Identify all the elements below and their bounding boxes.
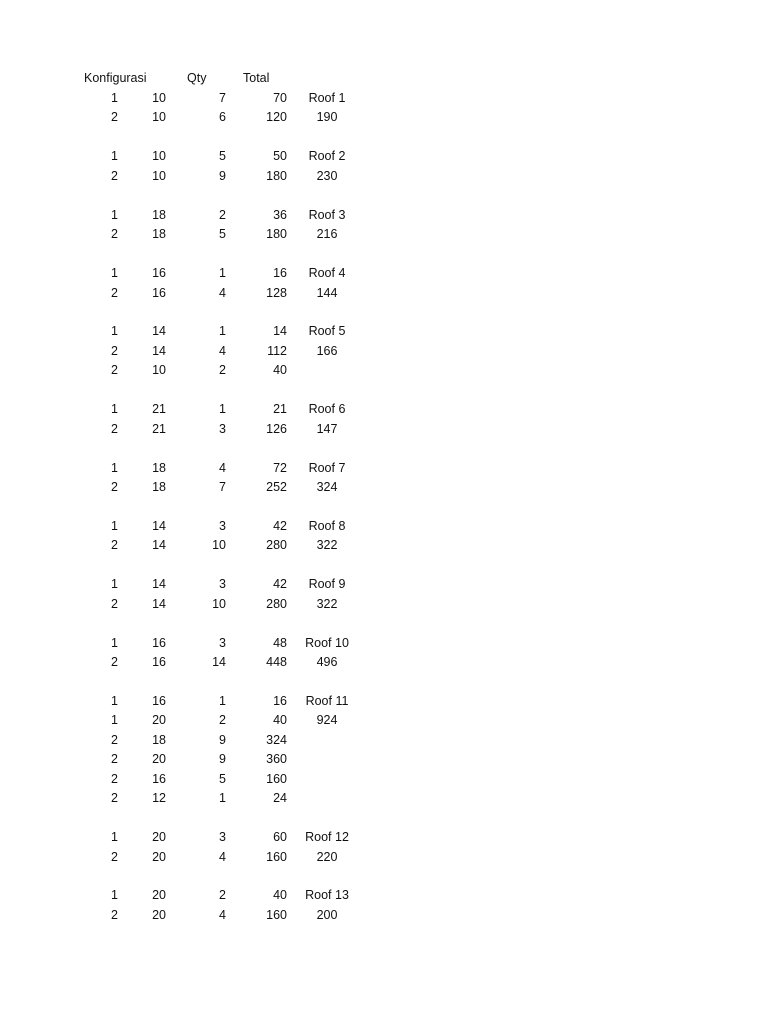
cell-total: 14 <box>273 324 287 338</box>
cell-config-b: 16 <box>152 655 166 669</box>
cell-total: 16 <box>273 266 287 280</box>
cell-total: 42 <box>273 577 287 591</box>
cell-total: 112 <box>267 344 287 358</box>
cell-qty: 4 <box>219 286 226 300</box>
cell-total: 128 <box>266 286 287 300</box>
cell-config-a: 1 <box>111 324 118 338</box>
cell-config-b: 10 <box>152 149 166 163</box>
cell-total: 70 <box>273 91 287 105</box>
cell-config-a: 2 <box>111 655 118 669</box>
cell-config-a: 1 <box>111 266 118 280</box>
cell-config-a: 2 <box>111 908 118 922</box>
cell-config-a: 2 <box>111 227 118 241</box>
cell-config-b: 16 <box>152 636 166 650</box>
cell-roof: 324 <box>316 480 338 494</box>
cell-config-b: 21 <box>152 402 166 416</box>
cell-qty: 1 <box>219 266 226 280</box>
cell-qty: 1 <box>219 694 226 708</box>
cell-qty: 5 <box>219 149 226 163</box>
cell-qty: 5 <box>219 227 226 241</box>
cell-qty: 9 <box>219 733 226 747</box>
cell-total: 180 <box>266 169 287 183</box>
cell-config-a: 1 <box>111 91 118 105</box>
cell-roof: Roof 10 <box>305 636 349 650</box>
cell-config-a: 1 <box>111 888 118 902</box>
cell-total: 50 <box>273 149 287 163</box>
cell-config-b: 20 <box>152 713 166 727</box>
cell-roof: Roof 2 <box>308 149 346 163</box>
cell-roof: Roof 4 <box>308 266 346 280</box>
cell-total: 36 <box>273 208 287 222</box>
cell-qty: 4 <box>219 461 226 475</box>
cell-config-b: 14 <box>152 577 166 591</box>
cell-qty: 4 <box>219 344 226 358</box>
cell-config-b: 20 <box>152 752 166 766</box>
cell-roof: 322 <box>316 538 338 552</box>
cell-config-b: 20 <box>152 888 166 902</box>
cell-qty: 10 <box>212 538 226 552</box>
cell-qty: 9 <box>219 169 226 183</box>
cell-qty: 3 <box>219 636 226 650</box>
cell-config-a: 1 <box>111 149 118 163</box>
cell-config-b: 14 <box>152 538 166 552</box>
cell-config-b: 18 <box>152 227 166 241</box>
header-konfigurasi: Konfigurasi <box>84 71 147 85</box>
cell-config-a: 2 <box>111 772 118 786</box>
cell-config-b: 16 <box>152 694 166 708</box>
cell-qty: 2 <box>219 363 226 377</box>
cell-roof: Roof 13 <box>305 888 349 902</box>
cell-config-b: 10 <box>152 363 166 377</box>
cell-roof: 496 <box>316 655 338 669</box>
cell-total: 280 <box>266 538 287 552</box>
cell-qty: 1 <box>219 791 226 805</box>
cell-roof: Roof 6 <box>308 402 346 416</box>
cell-config-b: 21 <box>152 422 166 436</box>
header-qty: Qty <box>187 71 207 85</box>
cell-roof: 147 <box>316 422 338 436</box>
cell-qty: 4 <box>219 908 226 922</box>
cell-config-a: 1 <box>111 694 118 708</box>
cell-config-a: 2 <box>111 422 118 436</box>
cell-qty: 1 <box>219 402 226 416</box>
cell-config-a: 2 <box>111 363 118 377</box>
cell-config-a: 1 <box>111 461 118 475</box>
cell-config-b: 14 <box>152 519 166 533</box>
cell-qty: 3 <box>219 519 226 533</box>
cell-total: 160 <box>266 850 287 864</box>
cell-total: 16 <box>273 694 287 708</box>
cell-config-b: 10 <box>152 169 166 183</box>
cell-roof: Roof 9 <box>308 577 346 591</box>
cell-total: 252 <box>266 480 287 494</box>
cell-qty: 9 <box>219 752 226 766</box>
cell-roof: 220 <box>316 850 338 864</box>
cell-qty: 2 <box>219 713 226 727</box>
cell-total: 120 <box>266 110 287 124</box>
cell-qty: 1 <box>219 324 226 338</box>
cell-config-b: 20 <box>152 850 166 864</box>
cell-config-a: 2 <box>111 344 118 358</box>
cell-qty: 2 <box>219 208 226 222</box>
cell-config-b: 12 <box>152 791 166 805</box>
cell-qty: 6 <box>219 110 226 124</box>
cell-config-b: 20 <box>152 908 166 922</box>
cell-qty: 2 <box>219 888 226 902</box>
cell-config-b: 18 <box>152 480 166 494</box>
cell-roof: 216 <box>316 227 338 241</box>
cell-config-b: 16 <box>152 266 166 280</box>
header-total: Total <box>243 71 270 85</box>
cell-config-b: 10 <box>152 91 166 105</box>
cell-total: 21 <box>273 402 287 416</box>
cell-roof: 200 <box>316 908 338 922</box>
cell-config-b: 16 <box>152 772 166 786</box>
cell-config-b: 10 <box>152 110 166 124</box>
cell-config-a: 1 <box>111 519 118 533</box>
cell-roof: 166 <box>316 344 338 358</box>
cell-config-a: 2 <box>111 733 118 747</box>
cell-total: 40 <box>273 888 287 902</box>
cell-qty: 10 <box>212 597 226 611</box>
cell-config-a: 1 <box>111 402 118 416</box>
cell-config-a: 1 <box>111 713 118 727</box>
cell-qty: 3 <box>219 422 226 436</box>
cell-roof: Roof 12 <box>305 830 349 844</box>
cell-qty: 5 <box>219 772 226 786</box>
cell-qty: 7 <box>219 91 226 105</box>
cell-config-b: 14 <box>152 324 166 338</box>
cell-roof: 924 <box>316 713 338 727</box>
cell-total: 160 <box>266 908 287 922</box>
cell-qty: 7 <box>219 480 226 494</box>
cell-config-a: 2 <box>111 850 118 864</box>
cell-total: 40 <box>273 713 287 727</box>
cell-config-a: 1 <box>111 577 118 591</box>
cell-config-b: 18 <box>152 208 166 222</box>
cell-roof: Roof 5 <box>308 324 346 338</box>
cell-total: 126 <box>266 422 287 436</box>
cell-roof: Roof 11 <box>305 694 349 708</box>
cell-total: 360 <box>266 752 287 766</box>
cell-config-a: 2 <box>111 480 118 494</box>
cell-config-a: 2 <box>111 791 118 805</box>
cell-config-b: 18 <box>152 461 166 475</box>
cell-total: 48 <box>273 636 287 650</box>
cell-roof: 230 <box>316 169 338 183</box>
cell-total: 42 <box>273 519 287 533</box>
cell-total: 24 <box>273 791 287 805</box>
cell-roof: Roof 7 <box>308 461 346 475</box>
cell-roof: Roof 3 <box>308 208 346 222</box>
cell-config-a: 2 <box>111 286 118 300</box>
cell-qty: 3 <box>219 830 226 844</box>
cell-config-b: 16 <box>152 286 166 300</box>
cell-config-a: 1 <box>111 636 118 650</box>
cell-config-a: 1 <box>111 208 118 222</box>
cell-total: 60 <box>273 830 287 844</box>
cell-config-a: 2 <box>111 169 118 183</box>
cell-total: 72 <box>273 461 287 475</box>
cell-config-a: 1 <box>111 830 118 844</box>
cell-total: 448 <box>266 655 287 669</box>
cell-qty: 14 <box>212 655 226 669</box>
cell-total: 40 <box>273 363 287 377</box>
cell-config-a: 2 <box>111 597 118 611</box>
cell-roof: 144 <box>316 286 338 300</box>
cell-roof: 190 <box>316 110 338 124</box>
cell-total: 324 <box>266 733 287 747</box>
cell-config-b: 18 <box>152 733 166 747</box>
cell-qty: 3 <box>219 577 226 591</box>
cell-qty: 4 <box>219 850 226 864</box>
cell-total: 280 <box>266 597 287 611</box>
cell-config-b: 20 <box>152 830 166 844</box>
cell-roof: Roof 8 <box>308 519 346 533</box>
cell-config-b: 14 <box>152 597 166 611</box>
cell-config-a: 2 <box>111 752 118 766</box>
cell-config-b: 14 <box>152 344 166 358</box>
cell-config-a: 2 <box>111 110 118 124</box>
cell-config-a: 2 <box>111 538 118 552</box>
cell-roof: 322 <box>316 597 338 611</box>
cell-total: 160 <box>266 772 287 786</box>
cell-total: 180 <box>266 227 287 241</box>
cell-roof: Roof 1 <box>308 91 346 105</box>
